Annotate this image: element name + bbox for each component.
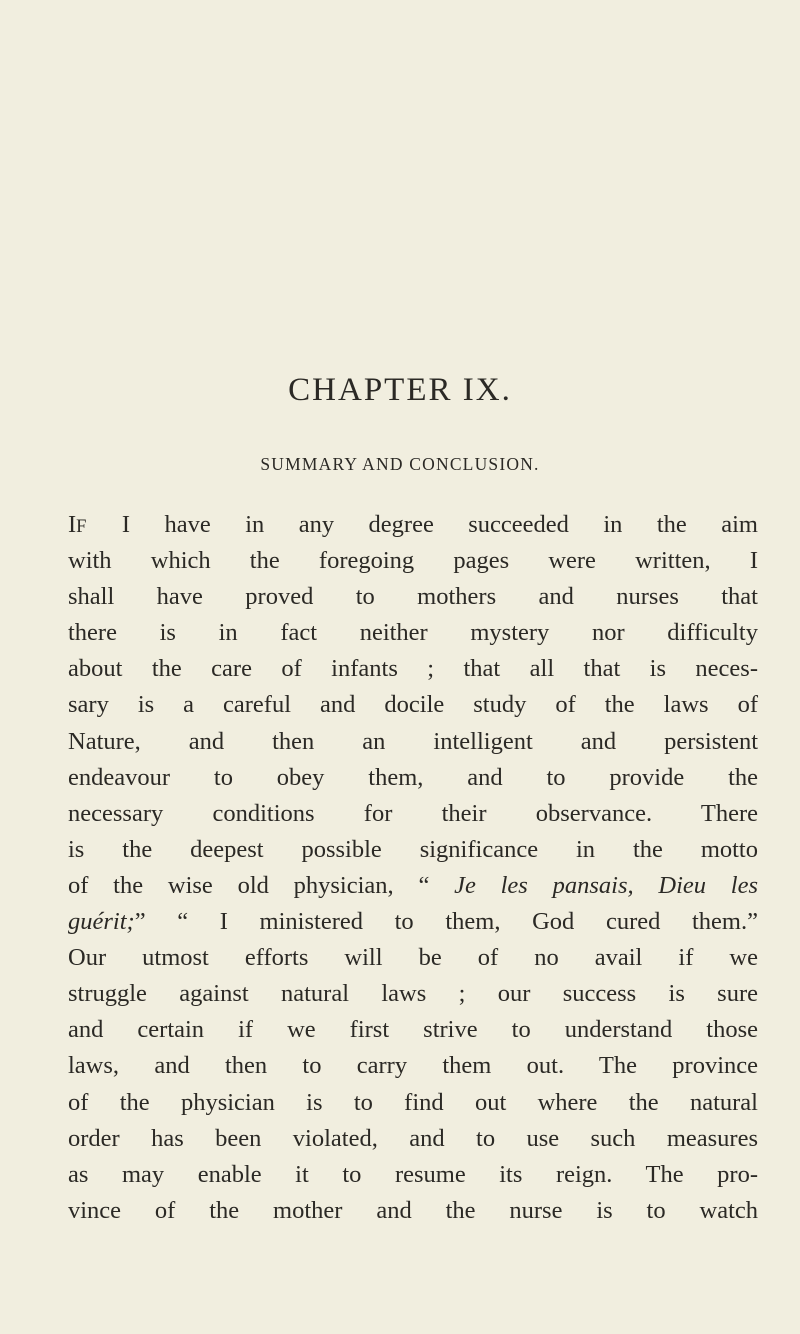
text-line xyxy=(68,651,758,687)
text-line xyxy=(68,904,758,940)
text-segment: with which the foregoing pages were written, I xyxy=(68,547,758,575)
text-segment: Our utmost efforts will be of no avail if we xyxy=(68,944,758,972)
text-segment: Je les pansais, Dieu les xyxy=(454,871,758,899)
chapter-subtitle: SUMMARY AND CONCLUSION. xyxy=(260,454,540,474)
text-line xyxy=(68,1085,758,1121)
text-line xyxy=(68,1157,758,1193)
text-segment: laws, and then to carry them out. The province xyxy=(68,1052,758,1080)
text-line xyxy=(68,543,758,579)
text-segment: and certain if we first strive to understand those xyxy=(68,1016,758,1044)
text-line xyxy=(68,940,758,976)
text-segment: as may enable it to resume its reign. The pro- xyxy=(68,1160,758,1188)
text-line xyxy=(68,507,758,543)
text-line xyxy=(68,687,758,723)
text-segment: of the physician is to find out where the natural xyxy=(68,1088,758,1116)
body-paragraph xyxy=(68,507,758,1229)
text-segment: of the wise old physician, “ xyxy=(68,871,455,899)
text-segment: ” “ I ministered to them, God cured them.” xyxy=(134,908,758,936)
chapter-title: CHAPTER IX. xyxy=(288,372,512,408)
text-line xyxy=(68,1193,758,1229)
text-segment: sary is a careful and docile study of the laws of xyxy=(68,691,758,719)
text-line xyxy=(68,796,758,832)
text-segment: shall have proved to mothers and nurses that xyxy=(68,583,758,611)
text-segment: vince of the mother and the nurse is to watch xyxy=(68,1196,758,1224)
text-segment: there is in fact neither mystery nor difficulty xyxy=(68,619,758,647)
text-segment: endeavour to obey them, and to provide the xyxy=(68,763,758,791)
text-line xyxy=(68,832,758,868)
text-line xyxy=(68,760,758,796)
text-line xyxy=(68,868,758,904)
text-line xyxy=(68,976,758,1012)
text-segment: Nature, and then an intelligent and persistent xyxy=(68,727,758,755)
text-line xyxy=(68,724,758,760)
text-segment: guérit; xyxy=(68,908,135,936)
text-line xyxy=(68,615,758,651)
text-segment: necessary conditions for their observance. There xyxy=(68,799,758,827)
text-line xyxy=(68,1012,758,1048)
text-segment: F xyxy=(76,517,88,537)
text-segment: I have in any degree succeeded in the aim xyxy=(87,511,758,538)
text-line xyxy=(68,1121,758,1157)
text-segment: order has been violated, and to use such measures xyxy=(68,1124,758,1152)
text-segment: about the care of infants ; that all that is neces- xyxy=(68,655,758,683)
text-segment: is the deepest possible significance in the motto xyxy=(68,835,758,863)
text-line xyxy=(68,579,758,615)
text-segment: I xyxy=(68,511,77,538)
text-segment: struggle against natural laws ; our success is sure xyxy=(68,980,758,1008)
text-line xyxy=(68,1048,758,1084)
